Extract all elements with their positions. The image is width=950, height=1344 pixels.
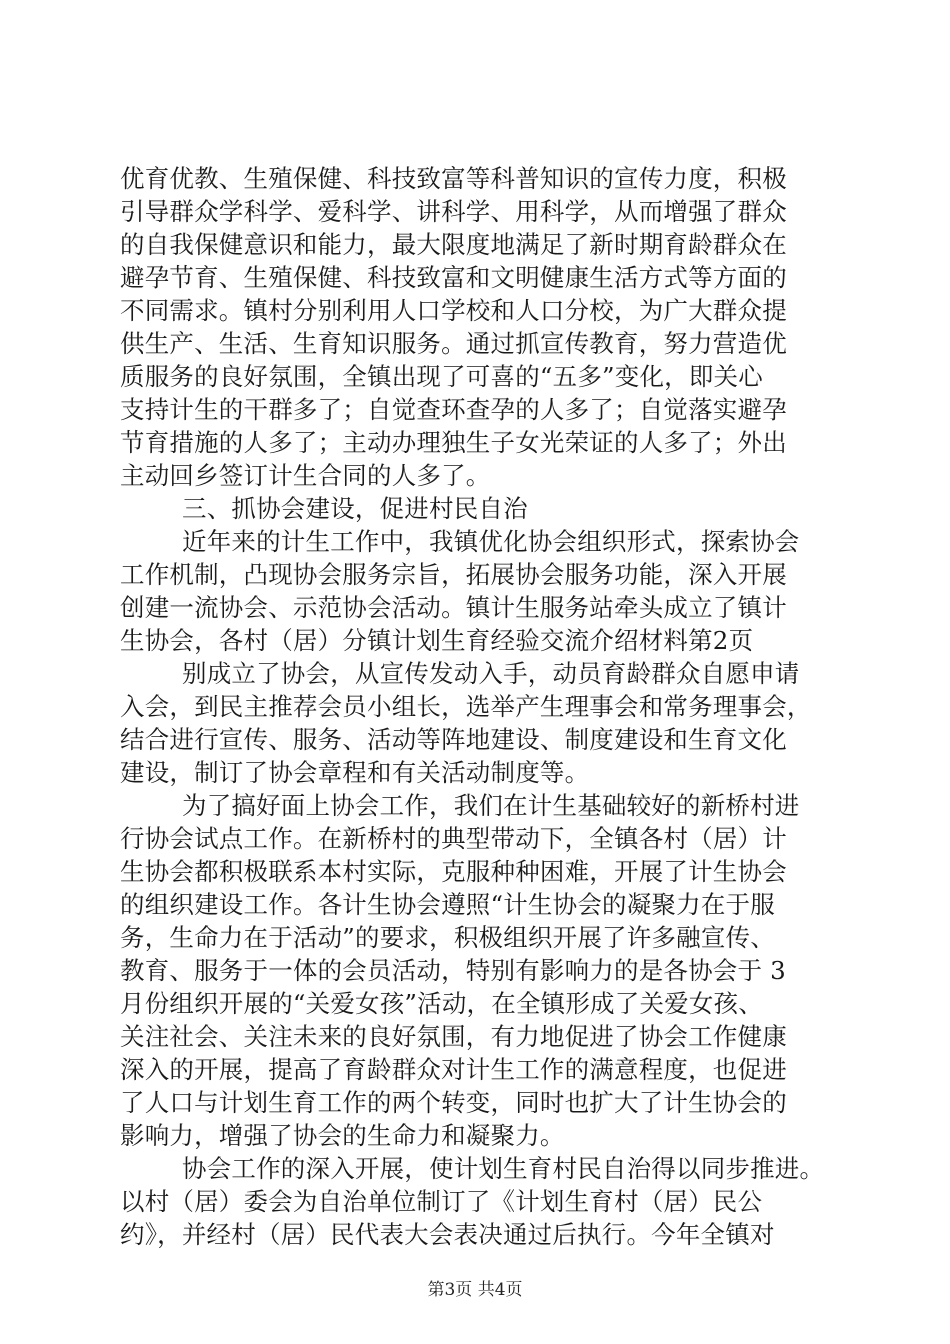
text-line: 的自我保健意识和能力，最大限度地满足了新时期育龄群众在	[120, 230, 787, 259]
text-line: 月份组织开展的“关爱女孩”活动，在全镇形成了关爱女孩、	[120, 989, 763, 1018]
text-line: 支持计生的干群多了；自觉查环查孕的人多了；自觉落实避孕	[120, 395, 787, 424]
text-line: 主动回乡签订计生合同的人多了。	[120, 461, 491, 490]
text-line: 节育措施的人多了；主动办理独生子女光荣证的人多了；外出	[120, 428, 787, 457]
text-line: 深入的开展，提高了育龄群众对计生工作的满意程度，也促进	[120, 1055, 787, 1084]
text-line: 的组织建设工作。各计生协会遵照“计生协会的凝聚力在于服	[120, 890, 775, 919]
text-line: 三、抓协会建设，促进村民自治	[182, 494, 528, 523]
text-line: 约》，并经村（居）民代表大会表决通过后执行。今年全镇对	[120, 1220, 775, 1249]
text-line: 影响力，增强了协会的生命力和凝聚力。	[120, 1121, 565, 1150]
text-line: 协会工作的深入开展，使计划生育村民自治得以同步推进。	[182, 1154, 825, 1183]
text-line: 教育、服务于一体的会员活动，特别有影响力的是各协会于 3	[120, 956, 786, 985]
text-line: 质服务的良好氛围，全镇出现了可喜的“五多”变化，即关心	[120, 362, 763, 391]
document-body	[120, 162, 840, 1251]
text-line: 为了搞好面上协会工作，我们在计生基础较好的新桥村进	[182, 791, 800, 820]
text-line: 近年来的计生工作中，我镇优化协会组织形式，探索协会	[182, 527, 800, 556]
text-line: 引导群众学科学、爱科学、讲科学、用科学，从而增强了群众	[120, 197, 787, 226]
text-line: 了人口与计划生育工作的两个转变，同时也扩大了计生协会的	[120, 1088, 787, 1117]
text-line: 务，生命力在于活动”的要求，积极组织开展了许多融宣传、	[120, 923, 775, 952]
text-line: 生协会，各村（居）分镇计划生育经验交流介绍材料第2页	[120, 626, 754, 655]
text-line: 结合进行宣传、服务、活动等阵地建设、制度建设和生育文化	[120, 725, 787, 754]
text-line: 工作机制，凸现协会服务宗旨，拓展协会服务功能，深入开展	[120, 560, 787, 589]
text-line: 优育优教、生殖保健、科技致富等科普知识的宣传力度，积极	[120, 164, 787, 193]
page-footer: 第3页 共4页	[427, 1280, 523, 1300]
text-line: 供生产、生活、生育知识服务。通过抓宣传教育，努力营造优	[120, 329, 787, 358]
text-line: 入会，到民主推荐会员小组长，选举产生理事会和常务理事会，	[120, 692, 812, 721]
text-line: 行协会试点工作。在新桥村的典型带动下，全镇各村（居）计	[120, 824, 787, 853]
text-line: 生协会都积极联系本村实际，克服种种困难，开展了计生协会	[120, 857, 787, 886]
text-line: 以村（居）委会为自治单位制订了《计划生育村（居）民公	[120, 1187, 763, 1216]
text-line: 避孕节育、生殖保健、科技致富和文明健康生活方式等方面的	[120, 263, 787, 292]
text-line: 关注社会、关注未来的良好氛围，有力地促进了协会工作健康	[120, 1022, 787, 1051]
text-line: 不同需求。镇村分别利用人口学校和人口分校，为广大群众提	[120, 296, 787, 325]
text-line: 创建一流协会、示范协会活动。镇计生服务站牵头成立了镇计	[120, 593, 787, 622]
text-line: 别成立了协会，从宣传发动入手，动员育龄群众自愿申请	[182, 659, 800, 688]
text-line: 建设，制订了协会章程和有关活动制度等。	[120, 758, 590, 787]
